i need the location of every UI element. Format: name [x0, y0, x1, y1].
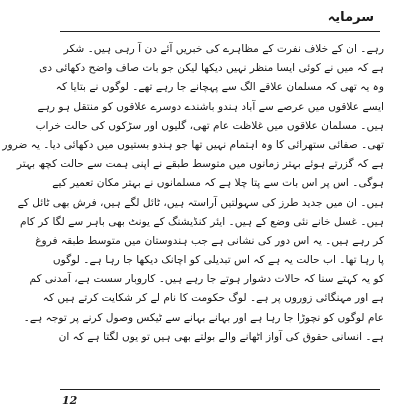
header-rule [60, 31, 380, 32]
text-line: ہے کہ گزرتے ہوئے بہتر زمانوں میں متوسط طبقے نے اپنی ہمت سے حالت کچھ بہتر [16, 158, 384, 171]
text-line: کو یہ کہتے سنا کہ حالات دشوار ہوتے جا رہے ہیں۔ کاروبار سست ہے، آمدنی کم [29, 273, 384, 286]
footer-rule [60, 389, 380, 390]
page-number: 12 [62, 394, 78, 407]
text-line: پا رہا تھا۔ اب حالت یہ ہے کہ اس تبدیلی کو اچانک دیکھا جا رہا ہے۔ لوگوں [52, 254, 384, 267]
text-line: عام لوگوں کو نچوڑا جا رہا ہے اور بہانے بہانے سے ٹیکس وصول کرنے پر توجہ ہے۔ [23, 311, 384, 324]
body-text [2, 40, 384, 385]
text-line: ہوگی۔ اس پر اس بات سے پتا چلا ہے کہ مسلمانوں نے بہتر مکان تعمیر کیے [52, 177, 384, 190]
text-line: وہ یہ تھی کہ مسلمان علاقے الگ سے پہچانے جا رہے تھے۔ لوگوں نے بتایا کہ [55, 81, 384, 94]
text-line: ہیں۔ مسلمان علاقوں میں غلاظت عام تھی، گلیوں اور سڑکوں کی حالت خراب [35, 119, 384, 132]
text-line: ایسے علاقوں میں عرصے سے آباد ہندو باشندے دوسرے علاقوں کو منتقل ہو رہے [37, 100, 384, 113]
text-line: ہیں۔ غسل خانے نئی وضع کے ہیں۔ ایئر کنڈیشنگ کے یونٹ بھی باہر سے لگا کر کام [20, 215, 384, 228]
running-header-title: سرمایہ [327, 10, 374, 25]
text-line: تھی۔ صفائی ستھرائی کا وہ اہتمام نہیں تھا جو ہندو بستیوں میں دکھائی دیا۔ یہ ضرور [2, 138, 384, 151]
text-line: ہے۔ انسانی حقوق کی آواز اٹھانے والے بولتے بھی ہیں تو یوں لگتا ہے کہ ان [58, 330, 384, 343]
text-line: ہے کہ میں نے کوئی ایسا منظر نہیں دیکھا لیکن جو بات صاف واضح دکھائی دی [39, 62, 384, 75]
text-line: رہے۔ ان کے خلاف نفرت کے مظاہرے کی خبریں آئے دن آ رہی ہیں۔ شکر [63, 43, 384, 55]
text-line: ہے اور مہنگائی زوروں پر ہے۔ لوگ حکومت کا نام لے کر شکایت کرتے ہیں کہ [42, 292, 384, 305]
text-line: ہیں۔ ان میں جدید طرز کی سہولتیں آراستہ ہیں، ٹائل لگے ہیں، فرش بھی ٹائل کے [17, 196, 384, 209]
text-line: کر رہے ہیں۔ یہ اس دور کی نشانی ہے جب ہندوستان میں متوسط طبقہ فروغ [35, 234, 384, 247]
